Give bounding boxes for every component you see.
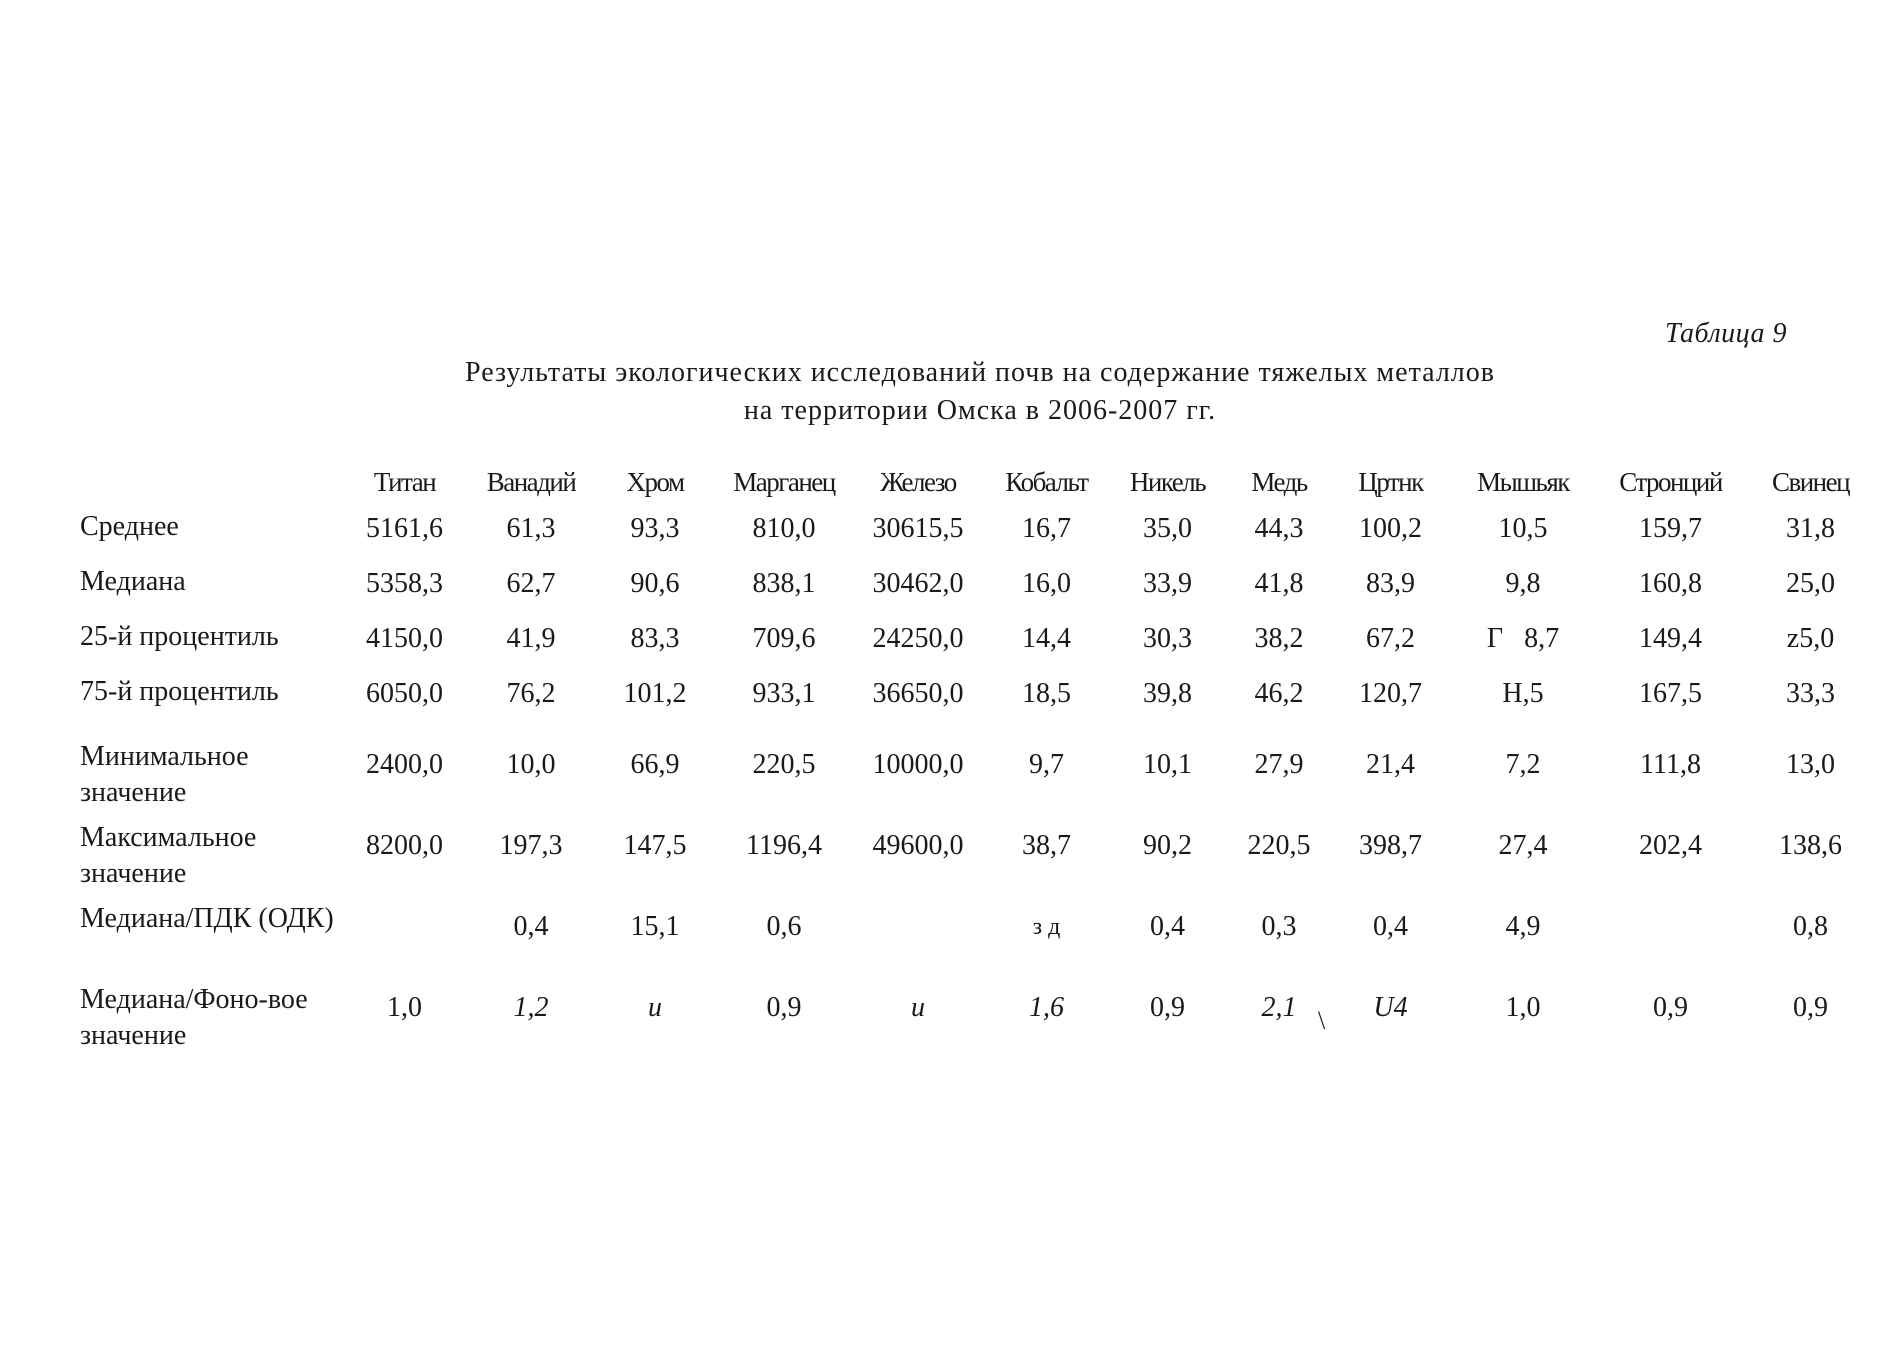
table-cell: 1,0 [1505, 992, 1541, 1023]
table-cell: 0,4 [1150, 911, 1185, 942]
table-cell: 49600,0 [872, 830, 964, 861]
table-cell: 30615,5 [872, 513, 964, 544]
table-cell: 120,7 [1359, 678, 1422, 709]
row-label: Максимальное значение [80, 822, 257, 889]
table-cell: 398,7 [1359, 830, 1422, 861]
table-cell: 2400,0 [366, 749, 443, 780]
table-cell: 0,4 [513, 911, 549, 942]
column-header: Ванадий [486, 467, 576, 497]
table-cell: 35,0 [1143, 513, 1192, 544]
table-row [80, 739, 1878, 820]
table-cell: 38,2 [1254, 623, 1304, 654]
table-cell: 16,0 [1022, 568, 1071, 599]
table-cell [342, 901, 467, 982]
table-cell: Н,5 [1502, 678, 1544, 709]
table-cell: 933,1 [752, 678, 816, 709]
stray-backslash-mark: \ [1318, 1006, 1326, 1035]
table-cell: z5,0 [1786, 623, 1835, 654]
table-cell: 202,4 [1639, 830, 1702, 861]
table-cell: 138,6 [1779, 830, 1842, 861]
row-label: Медиана/ПДК (ОДК) [80, 903, 334, 934]
table-cell: 41,9 [506, 623, 556, 654]
table-cell: 838,1 [752, 568, 816, 599]
table-cell: 167,5 [1639, 678, 1702, 709]
table-cell: 6050,0 [366, 678, 443, 709]
table-cell: 90,2 [1143, 830, 1192, 861]
table-cell: 25,0 [1786, 568, 1835, 599]
table-cell: 61,3 [506, 513, 556, 544]
title-line-1: Результаты экологических исследований почв на содержание тяжелых металлов [464, 357, 1495, 388]
table-cell: 18,5 [1022, 678, 1071, 709]
column-header: Цртнк [1358, 467, 1423, 497]
table-cell: 66,9 [630, 749, 680, 780]
table-cell: 0,9 [766, 992, 802, 1023]
table-cell: 83,3 [630, 623, 680, 654]
table-cell: 709,6 [752, 623, 816, 654]
table-row [80, 564, 1878, 619]
table-cell [1598, 901, 1743, 982]
table-cell: 0,9 [1793, 992, 1828, 1023]
table-cell: 30462,0 [872, 568, 964, 599]
column-header: Хром [626, 467, 684, 497]
table-cell: 4150,0 [366, 623, 443, 654]
row-label: Среднее [80, 511, 179, 542]
table-cell: 31,8 [1786, 513, 1835, 544]
row-label: Минимальное значение [80, 741, 249, 808]
table-cell: 160,8 [1639, 568, 1702, 599]
table-row [80, 982, 1878, 1063]
table-cell: 15,1 [630, 911, 680, 942]
table-cell: 1,2 [513, 992, 549, 1023]
table-cell: 90,6 [630, 568, 680, 599]
table-cell: 5161,6 [366, 513, 443, 544]
row-label: 25-й процентиль [80, 621, 279, 652]
column-header: Медь [1251, 467, 1307, 497]
table-cell: 16,7 [1022, 513, 1071, 544]
row-label: Медиана/Фоно-вое значение [80, 984, 308, 1051]
heavy-metals-table [80, 455, 1878, 1063]
table-number: Таблица 9 [1665, 318, 1787, 349]
table-cell: 0,9 [1653, 992, 1688, 1023]
table-cell: 27,4 [1498, 830, 1548, 861]
table-cell: 111,8 [1640, 749, 1701, 780]
table-cell: 39,8 [1143, 678, 1192, 709]
table-cell: 10,0 [506, 749, 556, 780]
table-cell: 27,9 [1254, 749, 1304, 780]
column-header: Железо [880, 467, 956, 497]
table-cell: 14,4 [1022, 623, 1071, 654]
table-cell: 197,3 [499, 830, 563, 861]
table-row [80, 619, 1878, 674]
table-cell: 149,4 [1639, 623, 1702, 654]
table-title [0, 354, 1882, 430]
column-header: Мышьяк [1477, 467, 1569, 497]
table-cell: 33,3 [1786, 678, 1835, 709]
table-cell: 13,0 [1786, 749, 1835, 780]
table-cell: 62,7 [506, 568, 556, 599]
table-cell: 83,9 [1366, 568, 1415, 599]
row-label: 75-й процентиль [80, 676, 279, 707]
table-cell: 67,2 [1366, 623, 1415, 654]
table-cell: 147,5 [623, 830, 687, 861]
table-cell: 1,0 [387, 992, 422, 1023]
table-cell: и [648, 992, 662, 1023]
table-cell: 36650,0 [872, 678, 964, 709]
table-cell: 21,4 [1366, 749, 1415, 780]
column-header: Стронций [1619, 467, 1722, 497]
header-row [80, 455, 1878, 509]
table-cell: 7,2 [1505, 749, 1541, 780]
table-cell [853, 901, 983, 982]
table-cell: 159,7 [1639, 513, 1702, 544]
table-row [80, 820, 1878, 901]
table-cell: 76,2 [506, 678, 556, 709]
table-cell: 220,5 [752, 749, 816, 780]
table-row [80, 509, 1878, 564]
title-line-2: на территории Омска в 2006-2007 гг. [743, 395, 1217, 426]
table-cell: Г 8,7 [1486, 623, 1560, 654]
table-cell: 46,2 [1254, 678, 1304, 709]
table-cell: 810,0 [752, 513, 816, 544]
table-cell: 8200,0 [366, 830, 443, 861]
table-cell: 0,6 [766, 911, 802, 942]
table-cell: 5358,3 [366, 568, 443, 599]
table-cell: 41,8 [1254, 568, 1304, 599]
table-cell: и [911, 992, 925, 1023]
column-header: Свинец [1771, 467, 1850, 497]
table-cell: 0,3 [1261, 911, 1297, 942]
table-cell: 30,3 [1143, 623, 1192, 654]
table-row [80, 674, 1878, 739]
table-cell: 2,1 [1261, 992, 1297, 1023]
table-cell: 10000,0 [872, 749, 964, 780]
table-cell: 220,5 [1247, 830, 1311, 861]
table-cell: 4,9 [1505, 911, 1541, 942]
table-cell: 1,6 [1029, 992, 1064, 1023]
table-cell: 0,4 [1373, 911, 1408, 942]
table-cell: 44,3 [1254, 513, 1304, 544]
table-cell: 0,9 [1150, 992, 1185, 1023]
column-header: Титан [373, 467, 436, 497]
table-cell: 93,3 [630, 513, 680, 544]
table-cell: 0,8 [1793, 911, 1828, 942]
column-header: Никель [1129, 467, 1206, 497]
column-header: Кобальт [1005, 467, 1088, 497]
table-cell: 9,7 [1029, 749, 1064, 780]
table-cell: 1196,4 [746, 830, 822, 861]
table-cell: 38,7 [1022, 830, 1071, 861]
table-cell: 10,5 [1498, 513, 1548, 544]
table-cell: з д [1032, 914, 1061, 940]
column-header: Марганец [733, 467, 835, 497]
table-cell: U4 [1373, 992, 1408, 1023]
table-row [80, 901, 1878, 982]
table-cell: 100,2 [1359, 513, 1422, 544]
table-cell: 9,8 [1505, 568, 1541, 599]
table-cell: 33,9 [1143, 568, 1192, 599]
table-cell: 24250,0 [872, 623, 964, 654]
header-corner [80, 455, 342, 509]
table-cell: 10,1 [1143, 749, 1192, 780]
row-label: Медиана [80, 566, 186, 597]
table-cell: 101,2 [623, 678, 687, 709]
